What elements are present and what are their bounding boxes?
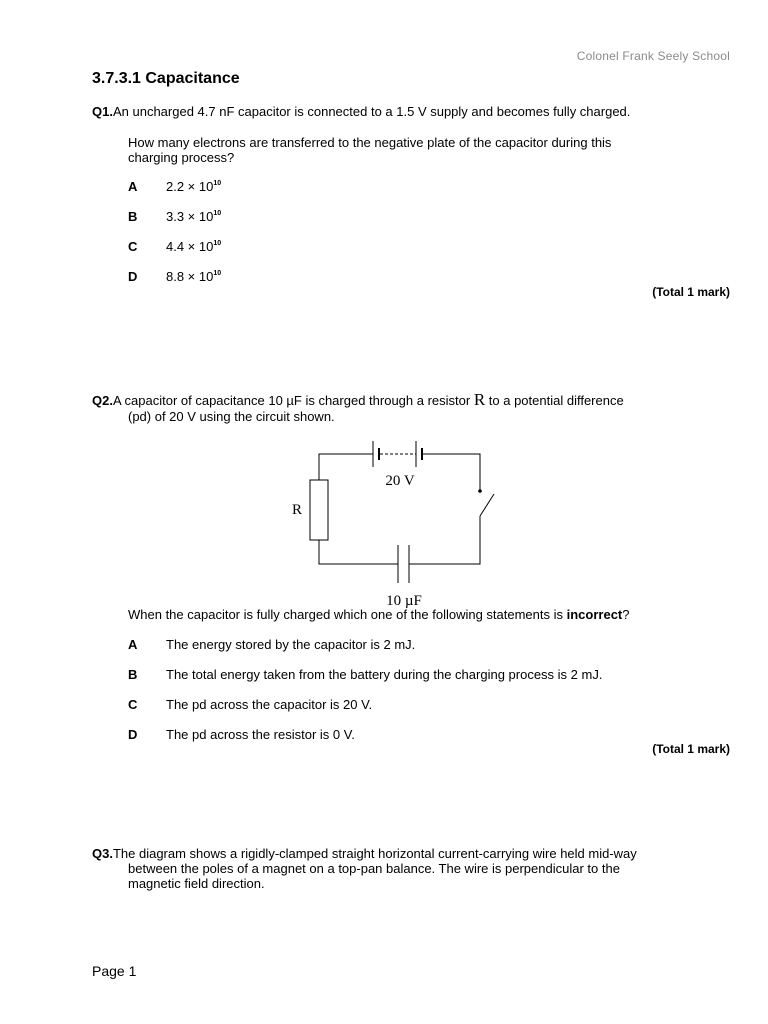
q2-option-a-letter: A — [128, 637, 138, 652]
resistor — [310, 480, 328, 540]
q1-option-a-mantissa: 2.2 × 10 — [166, 179, 214, 194]
q1-number: Q1. — [92, 104, 113, 119]
q2-stem-before: A capacitor of capacitance 10 µF is charged through a resistor — [112, 393, 474, 408]
q1-option-a — [166, 179, 221, 194]
circuit-diagram — [280, 430, 510, 610]
q1-option-d-mantissa: 8.8 × 10 — [166, 269, 214, 284]
page-number: Page 1 — [92, 963, 137, 979]
switch-contact — [478, 489, 482, 493]
q1-option-a-letter: A — [128, 179, 138, 194]
q3-line3: magnetic field direction. — [128, 876, 265, 891]
q1-stem-text: An uncharged 4.7 nF capacitor is connected to a 1.5 V supply and becomes fully charged. — [112, 104, 631, 119]
q1-option-d — [166, 269, 221, 284]
q1-option-b-exponent: 10 — [213, 210, 222, 217]
q2-question-after: ? — [622, 607, 630, 622]
q1-question-line1: How many electrons are transferred to the negative plate of the capacitor during this — [128, 135, 612, 150]
circuit-wire-bottom-right — [409, 516, 480, 564]
q2-option-b: The total energy taken from the battery during the charging process is 2 mJ. — [166, 667, 603, 682]
circuit-wire-top-right — [422, 454, 480, 490]
q1-stem — [92, 104, 630, 119]
q2-option-a: The energy stored by the capacitor is 2 mJ. — [166, 637, 416, 652]
q2-stem-line2: (pd) of 20 V using the circuit shown. — [128, 409, 335, 424]
section-title: 3.7.3.1 Capacitance — [92, 70, 240, 87]
q1-question — [128, 135, 611, 165]
q1-total-marks: (Total 1 mark) — [652, 285, 730, 299]
q2-stem — [92, 392, 624, 408]
q2-resistor-symbol: R — [473, 390, 486, 409]
circuit-wire-bottom-left — [319, 540, 398, 564]
q2-stem-after: to a potential difference — [485, 393, 624, 408]
circuit-wire-top-left — [319, 454, 373, 480]
q2-question-before: When the capacitor is fully charged which one of the following statements is — [128, 607, 567, 622]
q1-option-a-exponent: 10 — [213, 180, 222, 187]
q1-option-b-mantissa: 3.3 × 10 — [166, 209, 214, 224]
q2-option-c-letter: C — [128, 697, 138, 712]
q2-question-bold: incorrect — [566, 607, 623, 622]
q1-option-d-letter: D — [128, 269, 138, 284]
q1-option-c-letter: C — [128, 239, 138, 254]
resistor-label: R — [292, 502, 303, 518]
q3-line2: between the poles of a magnet on a top-pan balance. The wire is perpendicular to the — [128, 861, 620, 876]
q1-option-c — [166, 239, 221, 254]
q1-question-line2: charging process? — [128, 150, 235, 165]
q2-total-marks: (Total 1 mark) — [652, 742, 730, 756]
q1-option-c-mantissa: 4.4 × 10 — [166, 239, 214, 254]
battery-label: 20 V — [385, 473, 415, 489]
q2-number: Q2. — [92, 393, 113, 408]
q1-option-d-exponent: 10 — [213, 270, 222, 277]
q3-line1 — [92, 846, 637, 861]
q1-option-b — [166, 209, 221, 224]
q2-option-d-letter: D — [128, 727, 138, 742]
capacitor-label: 10 µF — [386, 593, 422, 609]
q2-option-b-letter: B — [128, 667, 138, 682]
q1-option-b-letter: B — [128, 209, 138, 224]
q2-question — [128, 607, 630, 622]
q3-line1-text: The diagram shows a rigidly-clamped straight horizontal current-carrying wire held mid-way — [112, 846, 637, 861]
q2-option-c: The pd across the capacitor is 20 V. — [166, 697, 373, 712]
q1-option-c-exponent: 10 — [213, 240, 222, 247]
switch-lever — [480, 494, 494, 516]
q3-number: Q3. — [92, 846, 113, 861]
school-name: Colonel Frank Seely School — [576, 49, 730, 63]
q2-option-d: The pd across the resistor is 0 V. — [166, 727, 355, 742]
